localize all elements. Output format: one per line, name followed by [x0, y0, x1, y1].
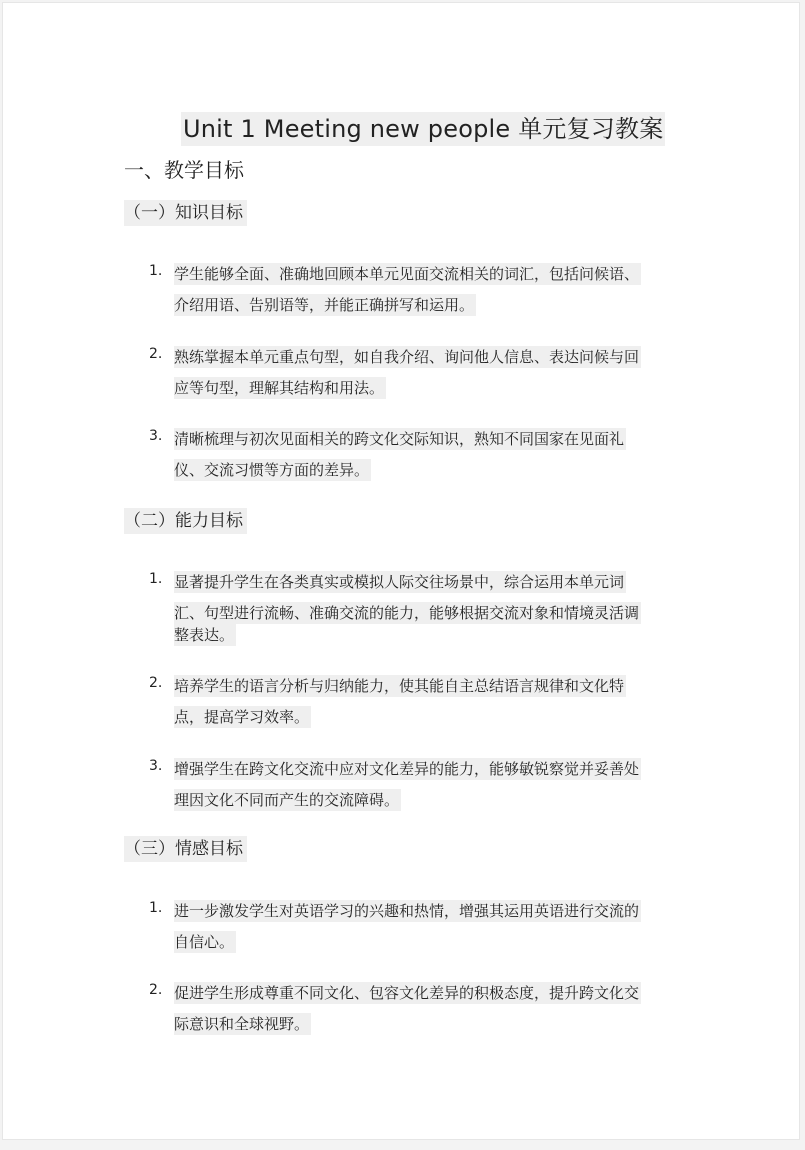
- list-number: 3.: [149, 428, 163, 444]
- list-text-line: 整表达。: [174, 626, 235, 644]
- list-number: 3.: [149, 758, 163, 774]
- section-heading-teaching-goals: 一、教学目标: [124, 158, 244, 182]
- list-number: 2.: [149, 675, 163, 691]
- list-text-line: 点，提高学习效率。: [174, 708, 310, 726]
- list-number: 2.: [149, 346, 163, 362]
- list-number: 1.: [149, 571, 163, 587]
- subheading-knowledge-goals: （一）知识目标: [124, 200, 247, 226]
- list-number: 1.: [149, 263, 163, 279]
- document-page: [2, 2, 800, 1140]
- list-text-line: 促进学生形成尊重不同文化、包容文化差异的积极态度，提升跨文化交: [174, 984, 640, 1002]
- list-text-line: 汇、句型进行流畅、准确交流的能力，能够根据交流对象和情境灵活调: [174, 604, 640, 622]
- list-text-line: 理因文化不同而产生的交流障碍。: [174, 791, 400, 809]
- subheading-ability-goals: （二）能力目标: [124, 508, 247, 534]
- list-text-line: 学生能够全面、准确地回顾本单元见面交流相关的词汇，包括问候语、: [174, 265, 640, 283]
- list-text-line: 增强学生在跨文化交流中应对文化差异的能力，能够敏锐察觉并妥善处: [174, 760, 640, 778]
- list-text-line: 仪、交流习惯等方面的差异。: [174, 461, 370, 479]
- list-text-line: 培养学生的语言分析与归纳能力，使其能自主总结语言规律和文化特: [174, 677, 625, 695]
- list-text-line: 进一步激发学生对英语学习的兴趣和热情，增强其运用英语进行交流的: [174, 902, 640, 920]
- list-text-line: 介绍用语、告别语等，并能正确拼写和运用。: [174, 296, 475, 314]
- list-text-line: 显著提升学生在各类真实或模拟人际交往场景中，综合运用本单元词: [174, 573, 625, 591]
- list-number: 2.: [149, 982, 163, 998]
- list-text-line: 应等句型，理解其结构和用法。: [174, 379, 385, 397]
- subheading-emotional-goals: （三）情感目标: [124, 836, 247, 862]
- list-text-line: 熟练掌握本单元重点句型，如自我介绍、询问他人信息、表达问候与回: [174, 348, 640, 366]
- list-text-line: 自信心。: [174, 933, 235, 951]
- list-text-line: 清晰梳理与初次见面相关的跨文化交际知识，熟知不同国家在见面礼: [174, 430, 625, 448]
- list-number: 1.: [149, 900, 163, 916]
- page-title: Unit 1 Meeting new people 单元复习教案: [181, 112, 665, 146]
- list-text-line: 际意识和全球视野。: [174, 1015, 310, 1033]
